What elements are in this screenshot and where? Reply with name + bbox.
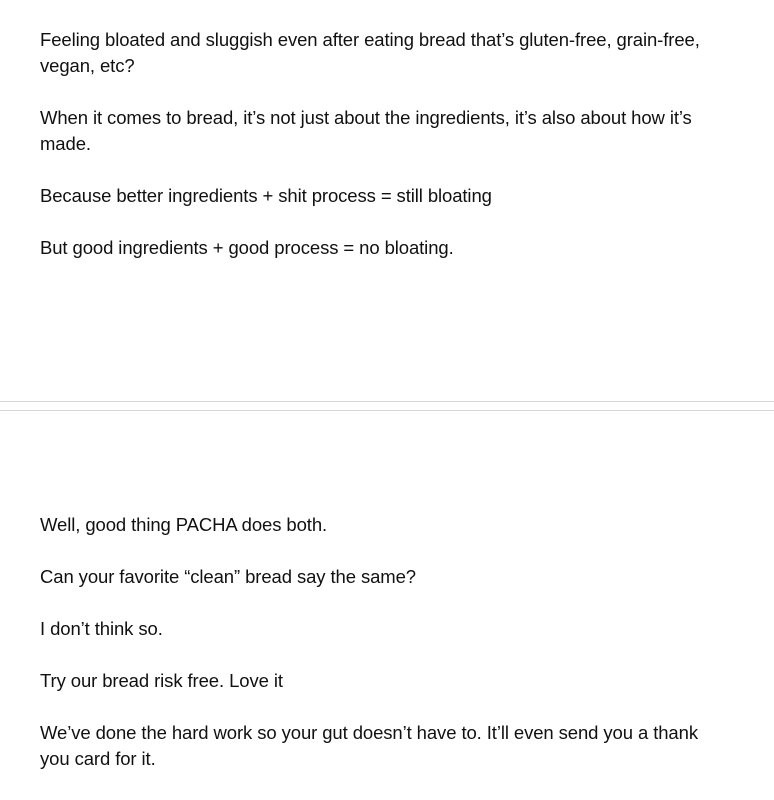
paragraph-better-ingredients: Because better ingredients + shit process = still bloating	[40, 185, 492, 206]
paragraph-dont-think-so: I don’t think so.	[40, 618, 163, 639]
paragraph-bloated-question: Feeling bloated and sluggish even after eating bread that’s gluten-free, grain-free, vegan, etc?	[40, 29, 700, 76]
paragraph-pacha-both: Well, good thing PACHA does both.	[40, 514, 328, 535]
paragraph-clean-bread-question: Can your favorite “clean” bread say the same?	[40, 566, 416, 587]
paragraph-risk-free: Try our bread risk free. Love it	[40, 670, 283, 691]
document-section-bottom	[40, 512, 720, 772]
document-section-top	[40, 27, 720, 261]
page-break-divider	[0, 401, 774, 411]
paragraph-ingredients-process: When it comes to bread, it’s not just about the ingredients, it’s also about how it’s made.	[40, 107, 692, 154]
paragraph-hard-work: We’ve done the hard work so your gut doesn’t have to. It’ll even send you a thank you card for it.	[40, 722, 698, 769]
paragraph-good-ingredients: But good ingredients + good process = no bloating.	[40, 237, 454, 258]
